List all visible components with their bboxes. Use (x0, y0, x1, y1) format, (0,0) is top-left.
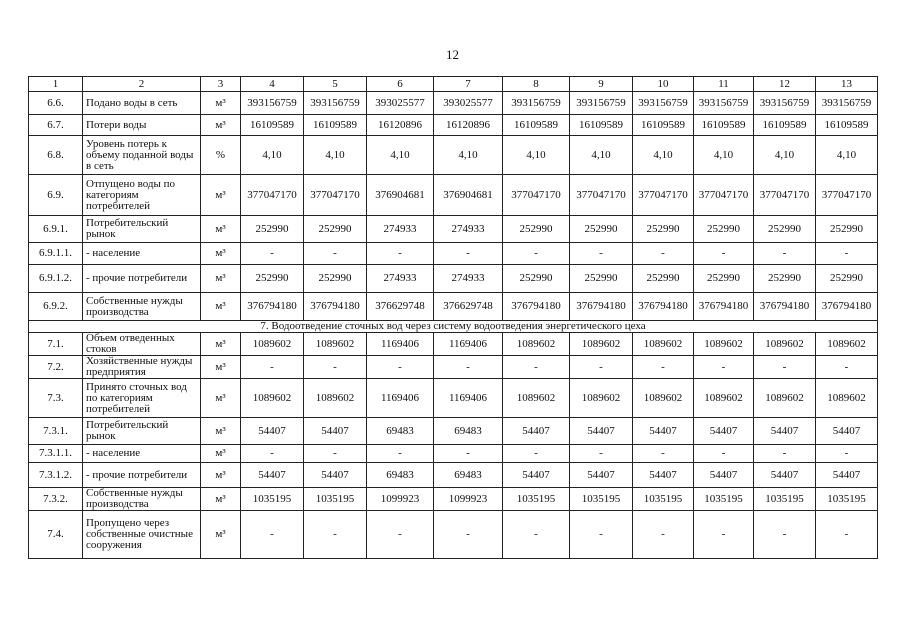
row-unit: м³ (201, 175, 241, 216)
column-header: 6 (367, 77, 434, 92)
value-cell: 16109589 (570, 115, 633, 136)
value-cell: 252990 (241, 265, 304, 293)
row-name: Пропущено через собственные очистные сооружения (83, 511, 201, 559)
value-cell: 393156759 (754, 92, 816, 115)
value-cell: - (304, 511, 367, 559)
value-cell: - (304, 243, 367, 265)
value-cell: 393156759 (633, 92, 694, 115)
row-name: - население (83, 243, 201, 265)
value-cell: 1035195 (570, 488, 633, 511)
value-cell: 274933 (367, 216, 434, 243)
value-cell: 54407 (241, 463, 304, 488)
value-cell: 4,10 (503, 136, 570, 175)
value-cell: 16109589 (633, 115, 694, 136)
value-cell: 376794180 (570, 293, 633, 321)
value-cell: 376794180 (754, 293, 816, 321)
page-number: 12 (446, 47, 459, 62)
row-unit: м³ (201, 293, 241, 321)
value-cell: 54407 (754, 463, 816, 488)
row-name: Объем отведенных стоков (83, 333, 201, 356)
table-header-row (29, 77, 878, 92)
value-cell: 1035195 (241, 488, 304, 511)
table-row (29, 418, 878, 445)
value-cell: 1035195 (754, 488, 816, 511)
row-name: Подано воды в сеть (83, 92, 201, 115)
value-cell: 393156759 (816, 92, 878, 115)
column-header: 9 (570, 77, 633, 92)
value-cell: - (570, 511, 633, 559)
row-unit: м³ (201, 92, 241, 115)
value-cell: 1089602 (304, 379, 367, 418)
value-cell: - (434, 243, 503, 265)
table-row (29, 333, 878, 356)
value-cell: 274933 (434, 216, 503, 243)
value-cell: - (694, 243, 754, 265)
row-number: 7.2. (29, 356, 83, 379)
value-cell: - (694, 511, 754, 559)
value-cell: 377047170 (503, 175, 570, 216)
value-cell: 376794180 (633, 293, 694, 321)
value-cell: 252990 (633, 216, 694, 243)
row-name: Отпущено воды по категориям потребителей (83, 175, 201, 216)
row-unit: м³ (201, 243, 241, 265)
row-number: 7.4. (29, 511, 83, 559)
value-cell: 1089602 (241, 333, 304, 356)
value-cell: - (503, 356, 570, 379)
value-cell: 1099923 (434, 488, 503, 511)
value-cell: 4,10 (816, 136, 878, 175)
value-cell: 1169406 (367, 333, 434, 356)
row-unit: м³ (201, 356, 241, 379)
row-number: 7.3.1.2. (29, 463, 83, 488)
value-cell: 377047170 (633, 175, 694, 216)
row-number: 6.9.2. (29, 293, 83, 321)
row-number: 7.3.1.1. (29, 445, 83, 463)
value-cell: 377047170 (241, 175, 304, 216)
value-cell: - (633, 243, 694, 265)
value-cell: 1035195 (694, 488, 754, 511)
value-cell: - (633, 445, 694, 463)
column-header: 5 (304, 77, 367, 92)
value-cell: 376794180 (241, 293, 304, 321)
value-cell: 1089602 (694, 333, 754, 356)
value-cell: - (816, 445, 878, 463)
row-unit: м³ (201, 488, 241, 511)
table-row (29, 463, 878, 488)
value-cell: - (367, 356, 434, 379)
value-cell: 16109589 (694, 115, 754, 136)
row-name: Потребительский рынок (83, 418, 201, 445)
value-cell: 1089602 (816, 379, 878, 418)
value-cell: 1089602 (816, 333, 878, 356)
value-cell: 4,10 (434, 136, 503, 175)
value-cell: 377047170 (304, 175, 367, 216)
value-cell: 4,10 (367, 136, 434, 175)
value-cell: 393025577 (434, 92, 503, 115)
value-cell: - (241, 356, 304, 379)
value-cell: 274933 (367, 265, 434, 293)
column-header: 7 (434, 77, 503, 92)
value-cell: 1169406 (434, 379, 503, 418)
table-row (29, 356, 878, 379)
value-cell: - (304, 445, 367, 463)
column-header: 8 (503, 77, 570, 92)
row-unit: м³ (201, 445, 241, 463)
value-cell: - (434, 445, 503, 463)
section-row (29, 321, 878, 333)
table-row (29, 92, 878, 115)
row-number: 7.3. (29, 379, 83, 418)
value-cell: - (754, 243, 816, 265)
value-cell: 252990 (754, 265, 816, 293)
column-header: 13 (816, 77, 878, 92)
value-cell: - (633, 356, 694, 379)
column-header: 10 (633, 77, 694, 92)
value-cell: 54407 (570, 463, 633, 488)
table-row (29, 243, 878, 265)
value-cell: 54407 (241, 418, 304, 445)
value-cell: 377047170 (570, 175, 633, 216)
value-cell: - (434, 511, 503, 559)
row-unit: м³ (201, 115, 241, 136)
value-cell: 1035195 (304, 488, 367, 511)
value-cell: 376794180 (503, 293, 570, 321)
row-name: Собственные нужды производства (83, 293, 201, 321)
row-number: 7.1. (29, 333, 83, 356)
row-number: 6.6. (29, 92, 83, 115)
value-cell: 54407 (570, 418, 633, 445)
value-cell: 16120896 (367, 115, 434, 136)
value-cell: 393156759 (304, 92, 367, 115)
section-title: 7. Водоотведение сточных вод через систему водоотведения энергетического цеха (29, 321, 878, 333)
value-cell: 54407 (754, 418, 816, 445)
value-cell: - (570, 356, 633, 379)
value-cell: 1089602 (503, 379, 570, 418)
value-cell: 252990 (570, 216, 633, 243)
row-name: Хозяйственные нужды предприятия (83, 356, 201, 379)
column-header: 4 (241, 77, 304, 92)
value-cell: 1035195 (503, 488, 570, 511)
value-cell: 69483 (434, 418, 503, 445)
table-row (29, 445, 878, 463)
value-cell: - (241, 243, 304, 265)
value-cell: 54407 (816, 418, 878, 445)
value-cell: - (633, 511, 694, 559)
value-cell: 1089602 (241, 379, 304, 418)
value-cell: 16109589 (503, 115, 570, 136)
value-cell: 69483 (434, 463, 503, 488)
value-cell: 252990 (503, 265, 570, 293)
value-cell: - (241, 511, 304, 559)
value-cell: 54407 (304, 418, 367, 445)
value-cell: - (816, 356, 878, 379)
table-row (29, 265, 878, 293)
row-name: Собственные нужды производства (83, 488, 201, 511)
value-cell: 376794180 (694, 293, 754, 321)
row-number: 7.3.2. (29, 488, 83, 511)
table-row (29, 293, 878, 321)
value-cell: - (754, 511, 816, 559)
row-name: - прочие потребители (83, 265, 201, 293)
value-cell: 4,10 (304, 136, 367, 175)
value-cell: 16120896 (434, 115, 503, 136)
value-cell: 1035195 (816, 488, 878, 511)
value-cell: 4,10 (241, 136, 304, 175)
value-cell: 252990 (304, 216, 367, 243)
row-number: 7.3.1. (29, 418, 83, 445)
row-number: 6.9.1. (29, 216, 83, 243)
value-cell: 376794180 (816, 293, 878, 321)
value-cell: - (570, 445, 633, 463)
row-unit: м³ (201, 333, 241, 356)
column-header: 1 (29, 77, 83, 92)
value-cell: 69483 (367, 418, 434, 445)
value-cell: 274933 (434, 265, 503, 293)
value-cell: 252990 (816, 265, 878, 293)
row-unit: м³ (201, 216, 241, 243)
value-cell: 252990 (304, 265, 367, 293)
value-cell: 1089602 (570, 379, 633, 418)
value-cell: 376794180 (304, 293, 367, 321)
value-cell: 1099923 (367, 488, 434, 511)
table-row (29, 175, 878, 216)
value-cell: 16109589 (304, 115, 367, 136)
row-unit: м³ (201, 265, 241, 293)
value-cell: - (694, 445, 754, 463)
value-cell: 1089602 (570, 333, 633, 356)
value-cell: 1089602 (304, 333, 367, 356)
value-cell: 376904681 (367, 175, 434, 216)
value-cell: 1089602 (754, 379, 816, 418)
value-cell: 16109589 (754, 115, 816, 136)
value-cell: - (304, 356, 367, 379)
value-cell: - (241, 445, 304, 463)
value-cell: 1089602 (503, 333, 570, 356)
value-cell: 252990 (694, 216, 754, 243)
row-name: - население (83, 445, 201, 463)
value-cell: 4,10 (570, 136, 633, 175)
table-row (29, 115, 878, 136)
value-cell: 1169406 (434, 333, 503, 356)
value-cell: - (367, 511, 434, 559)
row-number: 6.8. (29, 136, 83, 175)
row-unit: м³ (201, 511, 241, 559)
value-cell: 377047170 (754, 175, 816, 216)
value-cell: 377047170 (816, 175, 878, 216)
value-cell: 69483 (367, 463, 434, 488)
value-cell: - (816, 243, 878, 265)
value-cell: 393156759 (241, 92, 304, 115)
row-name: Принято сточных вод по категориям потребителей (83, 379, 201, 418)
value-cell: 54407 (694, 463, 754, 488)
column-header: 12 (754, 77, 816, 92)
value-cell: 376629748 (367, 293, 434, 321)
row-unit: м³ (201, 463, 241, 488)
value-cell: - (816, 511, 878, 559)
row-name: - прочие потребители (83, 463, 201, 488)
table-row (29, 511, 878, 559)
value-cell: 1169406 (367, 379, 434, 418)
value-cell: 393156759 (503, 92, 570, 115)
value-cell: 376629748 (434, 293, 503, 321)
value-cell: - (754, 356, 816, 379)
value-cell: - (367, 243, 434, 265)
row-number: 6.9. (29, 175, 83, 216)
table-row (29, 488, 878, 511)
value-cell: 4,10 (754, 136, 816, 175)
value-cell: - (503, 511, 570, 559)
table-row (29, 216, 878, 243)
value-cell: 252990 (633, 265, 694, 293)
value-cell: - (367, 445, 434, 463)
row-name: Уровень потерь к объему поданной воды в сеть (83, 136, 201, 175)
row-unit: м³ (201, 418, 241, 445)
row-number: 6.9.1.1. (29, 243, 83, 265)
value-cell: - (754, 445, 816, 463)
value-cell: 252990 (570, 265, 633, 293)
row-name: Потери воды (83, 115, 201, 136)
value-cell: 1089602 (633, 379, 694, 418)
data-table (28, 76, 878, 559)
value-cell: 54407 (503, 463, 570, 488)
row-name: Потребительский рынок (83, 216, 201, 243)
value-cell: 4,10 (694, 136, 754, 175)
value-cell: 393156759 (570, 92, 633, 115)
value-cell: - (434, 356, 503, 379)
value-cell: 16109589 (241, 115, 304, 136)
value-cell: 4,10 (633, 136, 694, 175)
row-number: 6.7. (29, 115, 83, 136)
value-cell: - (503, 243, 570, 265)
value-cell: 54407 (503, 418, 570, 445)
value-cell: 376904681 (434, 175, 503, 216)
value-cell: 54407 (633, 418, 694, 445)
value-cell: 54407 (304, 463, 367, 488)
value-cell: 252990 (694, 265, 754, 293)
value-cell: - (503, 445, 570, 463)
value-cell: 1089602 (633, 333, 694, 356)
column-header: 3 (201, 77, 241, 92)
row-unit: % (201, 136, 241, 175)
value-cell: 393156759 (694, 92, 754, 115)
value-cell: 252990 (754, 216, 816, 243)
value-cell: - (570, 243, 633, 265)
value-cell: 393025577 (367, 92, 434, 115)
row-unit: м³ (201, 379, 241, 418)
value-cell: 1089602 (694, 379, 754, 418)
value-cell: 54407 (816, 463, 878, 488)
column-header: 2 (83, 77, 201, 92)
table-row (29, 379, 878, 418)
value-cell: 1089602 (754, 333, 816, 356)
table-row (29, 136, 878, 175)
value-cell: 252990 (816, 216, 878, 243)
value-cell: 16109589 (816, 115, 878, 136)
row-number: 6.9.1.2. (29, 265, 83, 293)
value-cell: 54407 (694, 418, 754, 445)
value-cell: 252990 (241, 216, 304, 243)
value-cell: 1035195 (633, 488, 694, 511)
column-header: 11 (694, 77, 754, 92)
value-cell: 54407 (633, 463, 694, 488)
value-cell: 377047170 (694, 175, 754, 216)
value-cell: 252990 (503, 216, 570, 243)
value-cell: - (694, 356, 754, 379)
